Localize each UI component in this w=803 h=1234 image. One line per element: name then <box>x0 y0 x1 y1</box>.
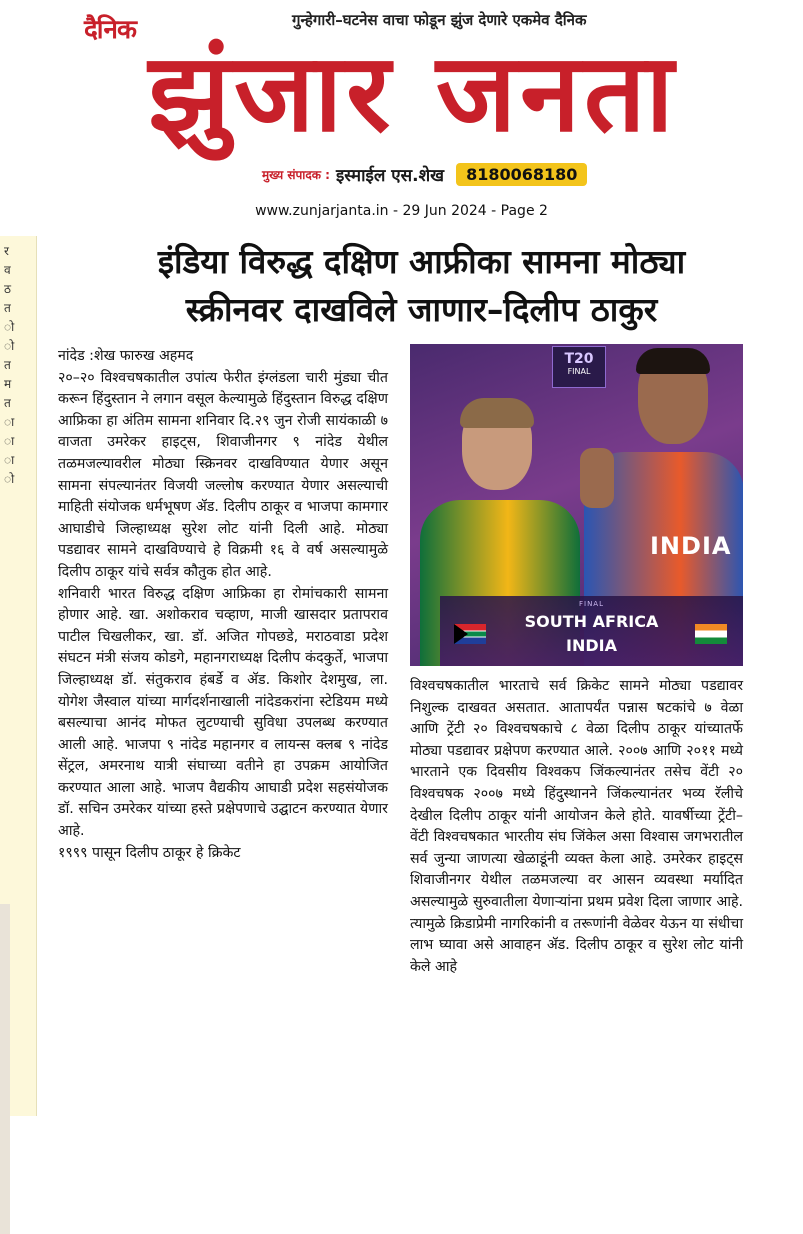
india-flag-icon <box>695 624 727 644</box>
paragraph-3-continued: विश्वचषकातील भारताचे सर्व क्रिकेट सामने मोठ्या पडद्यावर निशुल्क दाखवत असतात. आतापर्यंत पन्नास षटकांचे ७ वेळा आणि ट्रेंटी २० विश्वचषकाचे ८ वेळा दिलीप ठाकूर यांच्यातर्फे मोठ्या पडद्यावर प्रक्षेपण करण्यात आले. २००७ आणि २०११ मध्ये भारताने एक दिवसीय विश्वकप जिंकल्यानंतर तसेच वेंटी २० विश्वचषक २००७ मध्ये हिंदुस्थानने जिंकल्यानंतर भव्य रॅलीचे देखील दिलीप ठाकूर यांनी आयोजन केले होते. यावर्षीच्या ट्रेंटी– वेंटी विश्वचषकात भारतीय संघ जिंकेल असा विश्वास जगभरातील सर्व जुन्या जाणत्या खेळाडूंनी व्यक्त केला आहे. उमरेकर हाइट्स शिवाजीनगर येथील तळमजल्या वर आसन व्यवस्था मर्यादित असल्यामुळे सुरुवातीला येणाऱ्यांना प्रथम प्रवेश दिला जाणार आहे. त्यामुळे क्रिडाप्रेमी नागरिकांनी व तरूणांनी वेळेवर येऊन या संधीचा लाभ घ्यावा असे आवाहन ॲड. दिलीप ठाकूर व सुरेश लोट यांनी केले आहे <box>410 678 743 975</box>
paragraph-2: शनिवारी भारत विरुद्ध दक्षिण आफ्रिका हा रोमांचकारी सामना होणार आहे. खा. अशोकराव चव्हाण, माजी खासदार प्रतापराव पाटील चिखलीकर, खा. डॉ. अजित गोपछडे, मराठवाडा प्रदेश संघटन मंत्री संजय कोडगे, महानगराध्यक्ष दिलीप कंदकुर्ते, भाजपा जिल्हाध्यक्ष डॉ. संतुकराव हंबर्डे व ॲड. किशोर देशमुख, ला. योगेश जैस्वाल यांच्या मार्गदर्शनाखाली नांदेडकरांना स्टेडियम मध्ये बसल्याचा आनंद मोफत लुटण्याची सुविधा उपलब्ध करण्यात आली आहे. भाजपा ९ नांदेड महानगर व लायन्स क्लब ९ नांदेड सेंट्रल, अमरनाथ यात्री संघाच्या वतीने हा उपक्रम आयोजित करण्यात आला आहे. भाजप वैद्यकीय आघाडी प्रदेश सहसंयोजक डॉ. सचिन उमरेकर यांच्या हस्ते प्रक्षेपणाचे उद्घाटन करण्यात येणार आहे. <box>58 585 388 840</box>
editor-name: इस्माईल एस.शेख <box>335 165 445 186</box>
article-photo <box>410 344 743 666</box>
match-banner <box>440 596 743 666</box>
masthead <box>0 0 803 195</box>
masthead-tagline: गुन्हेगारी–घटनेस वाचा फोडून झुंज देणारे एकमेव दैनिक <box>292 11 587 29</box>
jersey-text: INDIA <box>650 532 732 560</box>
badge-top: T20 <box>564 351 594 367</box>
headline-line-2: स्क्रीनवर दाखविले जाणार–दिलीप ठाकुर <box>185 290 658 329</box>
badge-bottom: FINAL <box>567 367 591 376</box>
adjacent-photo-edge <box>0 904 10 1234</box>
editor-line <box>262 160 587 188</box>
article-headline <box>40 238 803 334</box>
banner-team-2: INDIA <box>566 636 617 655</box>
byline: नांदेड :शेख फारुख अहमद <box>58 348 194 364</box>
adjacent-column-text: र व ठ त ो ो त म त ा ा ा ो <box>4 244 15 486</box>
adjacent-column-strip <box>0 236 37 1116</box>
banner-team-1: SOUTH AFRICA <box>524 612 659 631</box>
article-column-right <box>410 676 743 978</box>
article-column-left <box>58 346 388 864</box>
paragraph-3-start: १९९९ पासून दिलीप ठाकूर हे क्रिकेट <box>58 844 241 861</box>
newspaper-logo: झुंजार जनता <box>148 31 678 156</box>
source-line: www.zunjarjanta.in - 29 Jun 2024 - Page 2 <box>255 203 548 219</box>
phone-badge: 8180068180 <box>456 163 587 186</box>
editor-label: मुख्य संपादक : <box>262 167 330 182</box>
masthead-prefix: दैनिक <box>84 15 136 45</box>
headline-line-1: इंडिया विरुद्ध दक्षिण आफ्रीका सामना मोठ्या <box>157 242 686 281</box>
paragraph-1: २०–२० विश्वचषकातील उपांत्य फेरीत इंग्लंडला चारी मुंड्या चीत करून हिंदुस्तान ने लगान वसूल केल्यामुळे हिंदुस्तान विरुद्ध दक्षिण आफ्रिका हा अंतिम सामना शनिवार दि.२९ जुन रोजी सायंकाळी ७ वाजता उमरेकर हाइट्स, शिवाजीनगर ९ नांदेड येथील तळमजल्यावरील मोठ्या स्क्रिनवर दाखविण्यात येणार असून सामना संपल्यानंतर विजयी जल्लोष करण्यात येणार असल्याची माहिती संयोजक धर्मभूषण ॲड. दिलीप ठाकूर व भाजपा कामगार आघाडीचे जिल्हाध्यक्ष सुरेश लोट यांनी दिली आहे. मोठ्या पडद्यावर सामने दाखविण्याचे हे विक्रमी १६ वे वर्ष असल्यामुळे दिलीप ठाकूर यांचे सर्वत्र कौतुक होत आहे. <box>58 369 388 580</box>
banner-label: FINAL <box>578 600 604 608</box>
